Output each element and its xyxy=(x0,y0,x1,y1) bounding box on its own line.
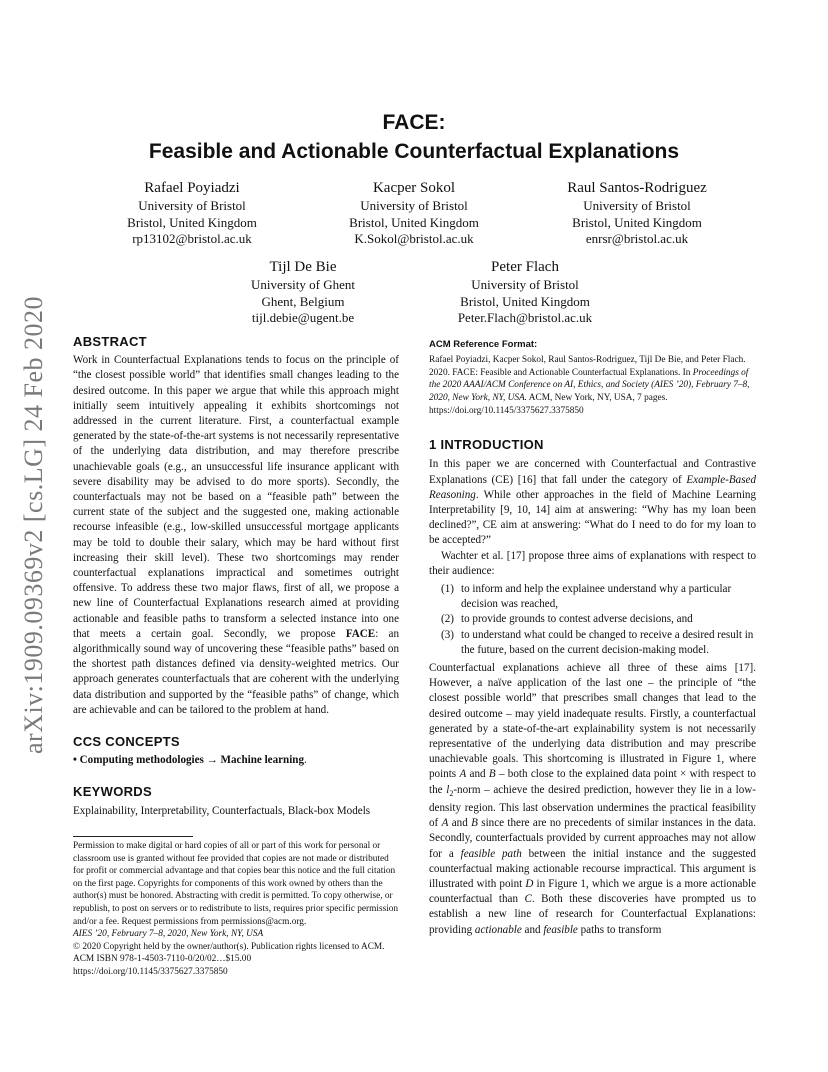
author-email[interactable]: K.Sokol@bristol.ac.uk xyxy=(354,231,474,246)
right-column xyxy=(429,337,756,938)
l2-symbol: l xyxy=(446,783,450,796)
intro-paragraph-3 xyxy=(429,661,756,938)
list-item xyxy=(429,612,756,627)
copyright-text: © 2020 Copyright held by the owner/author(s). Publication rights licensed to ACM. xyxy=(73,941,385,952)
ccs-heading: CCS CONCEPTS xyxy=(73,734,180,750)
intro-p1-a: In this paper we are concerned with Counterfactual and Contrastive Explanations (CE) [16] that fall under the category of xyxy=(429,458,756,486)
acm-ref-text-b: ACM, New York, NY, USA, 7 pages. https://doi.org/10.1145/3375627.3375850 xyxy=(429,392,668,416)
author-email[interactable]: rp13102@bristol.ac.uk xyxy=(132,231,252,246)
paper-title xyxy=(0,108,828,166)
author-affiliation: University of Ghent xyxy=(251,277,355,292)
keywords-text: Explainability, Interpretability, Counterfactuals, Black-box Models xyxy=(73,804,371,817)
feasible-path-term: feasible path xyxy=(460,847,522,860)
author-email[interactable]: enrsr@bristol.ac.uk xyxy=(585,231,689,246)
point-c: C xyxy=(524,893,532,906)
aim-text: to understand what could be changed to receive a desired result in the future, based on the current decision-making model. xyxy=(461,628,754,656)
author-name: Rafael Poyiadzi xyxy=(144,180,240,196)
author-location: Ghent, Belgium xyxy=(261,293,345,309)
author-block xyxy=(415,257,635,327)
ccs-item: Computing methodologies → Machine learning xyxy=(79,754,305,767)
intro-p3-and: and xyxy=(448,817,472,830)
point-a: A xyxy=(441,817,449,830)
intro-paragraph-1 xyxy=(429,457,756,548)
point-b: B xyxy=(488,768,496,781)
face-name: FACE xyxy=(345,627,376,640)
ccs-period: . xyxy=(304,754,307,767)
author-block xyxy=(304,178,524,248)
intro-p3-h: paths to transform xyxy=(577,923,662,936)
aim-number: (3) xyxy=(441,628,454,641)
intro-p1-em: Example-Based Reasoning xyxy=(429,473,756,501)
footnote-rule xyxy=(73,836,193,837)
intro-heading: 1 INTRODUCTION xyxy=(429,437,544,453)
acm-ref-text-a: Rafael Poyiadzi, Kacper Sokol, Raul Santos-Rodriguez, Tijl De Bie, and Peter Flach. 2020. FACE: Feasible and Actionable Counterfactual Explanations. In xyxy=(429,355,746,378)
intro-p1-b: . While other approaches in the field of Machine Learning Interpretability [9, 10, 14] aim at answering: “Why has my loan been declined?”, CE aim at answering: “What do I need to do for my loan to be accepted?” xyxy=(429,488,756,547)
author-email[interactable]: tijl.debie@ugent.be xyxy=(251,310,355,325)
intro-p3-c: -norm – achieve the desired prediction, however they lie in a low-density region. This last observation undermines the practical feasibility of xyxy=(429,783,757,830)
aim-number: (2) xyxy=(441,613,454,626)
author-name: Tijl De Bie xyxy=(269,259,337,275)
author-email[interactable]: Peter.Flach@bristol.ac.uk xyxy=(457,310,593,325)
intro-p3-a: Counterfactual explanations achieve all three of these aims [17]. However, a naïve application of the last one – the principle of “the closest possible world” that prescribes small changes that lead to the desired outcome – may yield inadequate results. Firstly, a counterfactual generated by a state-of-the-art explainability system is not necessarily representative of the underlying data distribution and may prescribe unachievable goals. This shortcoming is illustrated in Figure 1, where points xyxy=(429,662,756,781)
intro-p3-and: and xyxy=(466,768,489,781)
list-item xyxy=(429,582,756,612)
aims-list xyxy=(429,582,756,658)
author-name: Raul Santos-Rodriguez xyxy=(567,180,707,196)
arxiv-stamp-text: arXiv:1909.09369v2 [cs.LG] 24 Feb 2020 xyxy=(19,295,48,755)
isbn-text: ACM ISBN 978-1-4503-7110-0/20/02…$15.00 xyxy=(73,954,252,965)
aim-text: to inform and help the explainee understand why a particular decision was reached, xyxy=(461,583,732,611)
intro-p3-and: and xyxy=(521,923,544,936)
intro-p3-g: . Both these discoveries have prompted us to establish a new line of research for Counterfactual Explanations: providing xyxy=(429,893,757,936)
actionable-term: actionable xyxy=(474,923,522,936)
abstract-heading: ABSTRACT xyxy=(73,334,147,349)
acm-ref-heading: ACM Reference Format: xyxy=(429,339,538,350)
ccs-bullet: • xyxy=(73,754,80,767)
author-name: Peter Flach xyxy=(491,259,559,275)
intro-p3-e: between the initial instance and the suggested counterfactual making actionable recourse impractical. This argument is illustrated with point xyxy=(429,847,756,891)
author-block xyxy=(193,257,413,327)
point-b: B xyxy=(471,817,478,830)
author-location: Bristol, United Kingdom xyxy=(127,214,257,230)
author-affiliation: University of Bristol xyxy=(471,277,579,292)
point-a: A xyxy=(459,768,467,781)
author-block xyxy=(527,178,747,248)
title-line-2: Feasible and Actionable Counterfactual Explanations xyxy=(148,140,680,163)
abstract-text xyxy=(73,353,399,718)
ccs-concepts xyxy=(73,753,399,768)
author-location: Bristol, United Kingdom xyxy=(460,293,590,309)
author-affiliation: University of Bristol xyxy=(138,198,246,213)
author-affiliation: University of Bristol xyxy=(360,198,468,213)
author-location: Bristol, United Kingdom xyxy=(572,214,702,230)
list-item xyxy=(429,628,756,658)
l2-subscript: 2 xyxy=(449,788,454,798)
feasible-term: feasible xyxy=(543,923,578,936)
author-location: Bristol, United Kingdom xyxy=(349,214,479,230)
intro-paragraph-2: Wachter et al. [17] propose three aims of explanations with respect to their audience: xyxy=(429,549,756,577)
permission-text: Permission to make digital or hard copies of all or part of this work for personal or classroom use is granted without fee provided that copies are not made or distributed for profit or commercial advantage and that copies bear this notice and the full citation on the first page. Copyrights for components of this work owned by others than the author(s) must be honored. Abstracting with credit is permitted. To copy otherwise, or republish, to post on servers or to redistribute to lists, requires prior specific permission and/or a fee. Request permissions from permissions@acm.org. xyxy=(73,841,399,927)
title-line-1: FACE: xyxy=(382,111,446,134)
aim-text: to provide grounds to contest adverse decisions, and xyxy=(461,613,693,626)
author-name: Kacper Sokol xyxy=(372,180,456,196)
acm-ref-text xyxy=(429,354,756,417)
author-affiliation: University of Bristol xyxy=(583,198,691,213)
author-block xyxy=(82,178,302,248)
abstract-text-a: Work in Counterfactual Explanations tends to focus on the principle of “the closest possible world” that identifies small changes leading to the desired outcome. In this paper we argue that while this approach might initially seem intuitively appealing it exhibits shortcomings not addressed in the current literature. First, a counterfactual example generated by the state-of-the-art systems is not necessarily representative of the underlying data distribution, and may therefore prescribe unachievable goals (e.g., an unsuccessful life insurance applicant with severe disability may be advised to do more sports). Secondly, the counterfactuals may not be based on a “feasible path” between the current state of the subject and the suggested one, making actionable recourse infeasible (e.g., low-skilled unsuccessful mortgage applicants may be told to double their salary, which may be hard without first increasing their skill level). These two shortcomings may render counterfactual explanations impractical and sometimes outright offensive. To address these two major flaws, first of all, we propose a new line of Counterfactual Explanations research aimed at providing actionable and feasible paths to transform a selected instance into one that meets a certain goal. Secondly, we propose xyxy=(73,354,399,640)
aim-number: (1) xyxy=(441,583,454,595)
keywords-heading: KEYWORDS xyxy=(73,784,152,800)
intro-p3-f: in Figure 1, which we argue is a more actionable counterfactual than xyxy=(429,878,756,906)
intro-p3-b: – both close to the explained data point × with respect to the xyxy=(429,768,756,796)
left-column xyxy=(73,334,399,819)
arxiv-stamp xyxy=(14,290,54,760)
venue-text: AIES ’20, February 7–8, 2020, New York, NY, USA xyxy=(73,929,264,940)
doi-link[interactable]: https://doi.org/10.1145/3375627.3375850 xyxy=(73,966,228,977)
abstract-text-b: : an algorithmically sound way of uncovering these “feasible paths” based on the shortest path distances defined via density-weighted metrics. Our approach generates counterfactuals that are coherent with the underlying data distribution and supported by the “feasible paths” of change, which are achievable and can be tailored to the problem at hand. xyxy=(73,627,399,716)
intro-p3-d: since there are no precedents of similar instances in the data. Secondly, counterfactuals provided by current approaches may not allow for a xyxy=(429,817,756,860)
acm-ref-proceedings: Proceedings of the 2020 AAAI/ACM Conference on AI, Ethics, and Society (AIES ’20), February 7–8, 2020, New York, NY, USA. xyxy=(429,367,750,403)
permission-footnote xyxy=(73,836,399,979)
point-d: D xyxy=(525,878,534,891)
